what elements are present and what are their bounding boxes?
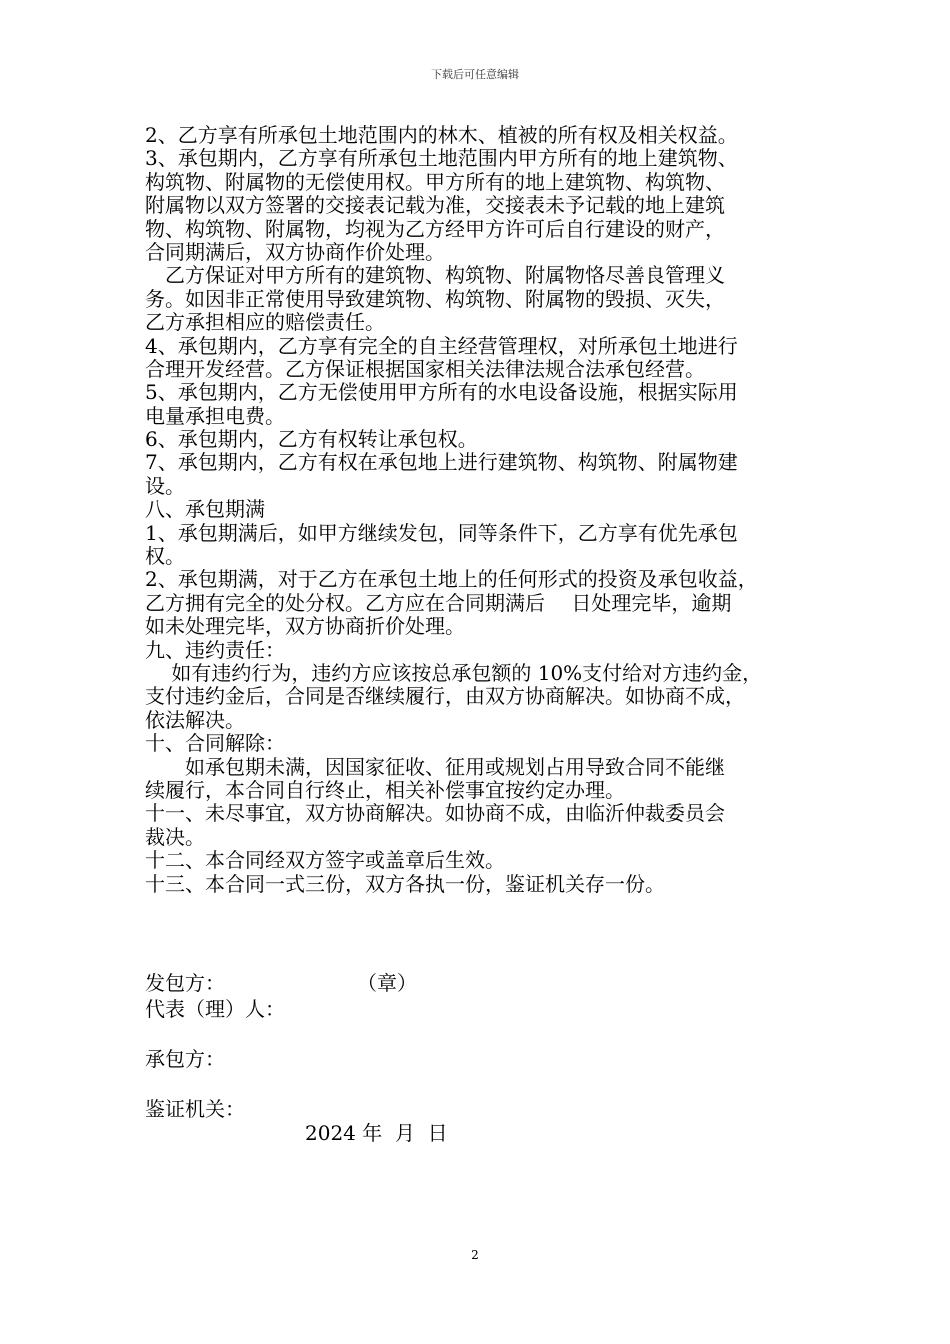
representative-label: 代表（理）人： <box>145 997 285 1021</box>
contract-date: 2024 年 月 日 <box>305 1121 448 1145</box>
body-line: 2、承包期满，对于乙方在承包土地上的任何形式的投资及承包收益， <box>145 567 758 592</box>
body-line: 3、承包期内，乙方享有所承包土地范围内甲方所有的地上建筑物、 <box>145 146 738 171</box>
body-line: 如有违约行为，违约方应该按总承包额的 10%支付给对方违约金， <box>145 660 763 685</box>
body-line: 7、承包期内，乙方有权在承包地上进行建筑物、构筑物、附属物建 <box>145 450 738 475</box>
body-line: 附属物以双方签署的交接表记载为准，交接表未予记载的地上建筑 <box>145 193 725 218</box>
page-header-note: 下载后可任意编辑 <box>431 68 519 81</box>
section-heading: 十、合同解除： <box>145 731 285 756</box>
body-line: 裁决。 <box>145 824 205 849</box>
body-line: 物、构筑物、附属物，均视为乙方经甲方许可后自行建设的财产， <box>145 216 725 241</box>
issuer-label: 发包方： <box>145 971 225 995</box>
body-line: 十三、本合同一式三份，双方各执一份，鉴证机关存一份。 <box>145 871 665 896</box>
body-line: 续履行，本合同自行终止，相关补偿事宜按约定办理。 <box>145 777 625 802</box>
body-line: 4、承包期内，乙方享有完全的自主经营管理权，对所承包土地进行 <box>145 333 738 358</box>
body-line: 设。 <box>145 473 185 498</box>
body-line: 乙方承担相应的赔偿责任。 <box>145 310 385 335</box>
body-line: 电量承担电费。 <box>145 403 285 428</box>
body-line: 如承包期未满，因国家征收、征用或规划占用导致合同不能继 <box>145 754 725 779</box>
contract-body <box>145 124 825 896</box>
body-line: 合理开发经营。乙方保证根据国家相关法律法规合法承包经营。 <box>145 356 705 381</box>
body-line: 十一、未尽事宜，双方协商解决。如协商不成，由临沂仲裁委员会 <box>145 801 725 826</box>
body-line: 乙方拥有完全的处分权。乙方应在合同期满后 日处理完毕，逾期 <box>145 590 732 615</box>
body-line: 十二、本合同经双方签字或盖章后生效。 <box>145 848 505 873</box>
contractor-label: 承包方： <box>145 1047 225 1071</box>
section-heading: 九、违约责任： <box>145 637 285 662</box>
body-line: 支付违约金后，合同是否继续履行，由双方协商解决。如协商不成， <box>145 684 745 709</box>
body-line: 2、乙方享有所承包土地范围内的林木、植被的所有权及相关权益。 <box>145 123 738 147</box>
notary-label: 鉴证机关： <box>145 1097 245 1121</box>
section-heading: 八、承包期满 <box>145 497 265 522</box>
body-line: 如未处理完毕，双方协商折价处理。 <box>145 614 465 639</box>
seal-label: （章） <box>357 971 417 995</box>
body-line: 5、承包期内，乙方无偿使用甲方所有的水电设备设施，根据实际用 <box>145 380 738 405</box>
body-line: 合同期满后，双方协商作价处理。 <box>145 239 445 264</box>
body-line: 依法解决。 <box>145 707 245 732</box>
body-line: 权。 <box>145 544 185 569</box>
body-line: 构筑物、附属物的无偿使用权。甲方所有的地上建筑物、构筑物、 <box>145 169 725 194</box>
body-line: 务。如因非正常使用导致建筑物、构筑物、附属物的毁损、灭失， <box>145 286 725 311</box>
body-line: 6、承包期内，乙方有权转让承包权。 <box>145 427 478 452</box>
body-line: 乙方保证对甲方所有的建筑物、构筑物、附属物恪尽善良管理义 <box>145 263 725 288</box>
page-number: 2 <box>471 1248 479 1262</box>
body-line: 1、承包期满后，如甲方继续发包，同等条件下，乙方享有优先承包 <box>145 520 738 545</box>
